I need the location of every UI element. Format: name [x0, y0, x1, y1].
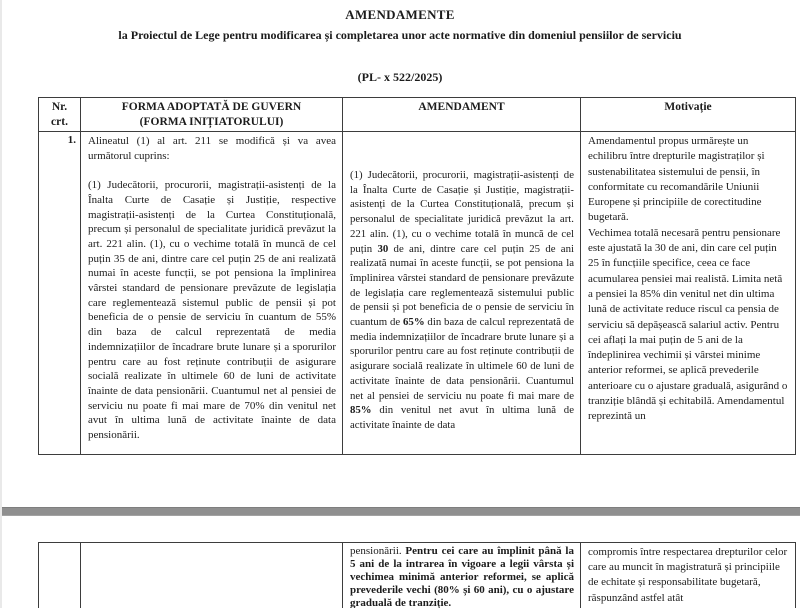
doc-reference: (PL- x 522/2025): [357, 70, 443, 84]
col-header-nr-line1: Nr.: [51, 101, 68, 113]
col-header-forma-line1: FORMA ADOPTATĂ DE GUVERN: [121, 101, 302, 113]
cell-motivatie: [581, 132, 796, 455]
cell-forma-adoptata: [81, 132, 343, 455]
motivatie-paragraph-2: Vechimea totală necesară pentru pensionare este ajustată la 30 de ani, din care cel puțin 25 în funcțiile specifice, ceea ce face acumularea pensiei mai realistă. Limita netă a pensiei la 85% din venitul net din ultima lună de activitate reduce riscul ca pensia de serviciu să depășească salariul activ. Pentru cei aflați la mai puțin de 5 ani de la îndeplinirea vechimii și vârstei minime anterior reformei, se aplică prevederile anterioare cu o ajustare graduală, asigurând o tranziție blândă și echitabilă. Amendamentul reprezintă un: [588, 226, 788, 423]
amendament-text-run-3: din baza de calcul reprezentată de media indemnizațiilor de încadrare brute lunare și a sporurilor pentru care au fost reținute contribuții de asigurare socială realizate în ultimele 60 de luni de activitate înainte de data pensionării. Cuantumul net al pensiei de serviciu nu poate fi mai mare de: [350, 316, 574, 402]
table-row: [39, 132, 796, 455]
doc-subtitle: la Proiectul de Lege pentru modificarea și completarea unor acte normative din domeniul pensiilor de serviciu: [118, 28, 682, 42]
cell-amendament-continuation: [343, 543, 581, 608]
col-header-motivatie: Motivație: [581, 98, 796, 132]
col-header-forma: [81, 98, 343, 132]
doc-title: AMENDAMENTE: [345, 7, 455, 22]
amendments-table: [38, 97, 796, 455]
amendament-bold-85: 85%: [350, 404, 372, 417]
col-header-forma-line2: (FORMA INIȚIATORULUI): [139, 115, 284, 128]
cell-row-number: 1.: [39, 132, 81, 455]
forma-body-paragraph: (1) Judecătorii, procurorii, magistrații-asistenți de la Înalta Curte de Casație și Justiție, respective magistrații-asistenți de la Curtea Constituțională, precum și personalul de specialitate juridică prevăzut la art. 221 alin. (1), cu o vechime totală în muncă de cel puțin 35 de ani, dintre care cel puțin 25 de ani realizată numai în aceste funcții, se pot pensiona la împlinirea vârstei standard de pensionare prevăzute de legislația care reglementează sistemul public de pensii și pot beneficia de o pensie de serviciu în cuantum de 55% din baza de calcul reprezentată de media indemnizațiilor de încadrare brute lunare și a sporurilor pentru care au fost reținute contribuții de asigurare socială realizate în ultimele 60 de luni de activitate înainte de data pensionării. Cuantumul net al pensiei de serviciu nu poate fi mai mare de 70% din venitul net avut în ultima lună de activitate înainte de data pensionării.: [88, 179, 336, 442]
doc-header: [0, 0, 800, 85]
amendament-top-spacer: [350, 134, 574, 168]
amendament-paragraph: [350, 168, 574, 433]
cell-forma-empty: [81, 543, 343, 608]
amendament-bold-65: 65%: [403, 316, 425, 329]
amendament-bold-30: 30: [377, 242, 389, 255]
page-separator: [0, 507, 800, 516]
cell-row-number-empty: [39, 543, 81, 608]
amendament-cont-normal-run: pensionării.: [350, 545, 406, 557]
col-header-nr: [39, 98, 81, 132]
col-header-nr-line2: crt.: [51, 115, 68, 128]
amendments-table-continuation: [38, 542, 796, 608]
page-left-edge: [0, 0, 2, 608]
cell-amendament: [343, 132, 581, 455]
amendament-text-run-2: de ani, dintre care cel puțin 25 de ani realizată numai în aceste funcții, se pot pensiona la împlinirea vârstei standard de pensionare prevăzute de legislația care reglementează sistemului public de pensii și pot beneficia de o pensie de serviciu în cuantum de: [350, 242, 574, 329]
continuation-row: [39, 543, 796, 608]
table-header-row: [39, 98, 796, 132]
amendament-text-run-1: (1) Judecătorii, procurorii, magistrații-asistenți de la Înalta Curte de Casație și Justiție, magistrații-asistenți de la Curtea Constituțională, precum și personalul de specialitate juridică prevăzut la art. 221 alin. (1), cu o vechime totală în muncă de cel puțin: [350, 169, 574, 255]
amendament-text-run-4: din venitul net avut în ultima lună de activitate înainte de data: [350, 404, 574, 431]
blank-line: [88, 163, 336, 178]
col-header-amendament: AMENDAMENT: [343, 98, 581, 132]
cell-motivatie-continuation: compromis între respectarea drepturilor celor care au muncit în magistratură și principiile de echitate și responsabilitate bugetară, răspunzând astfel atât: [581, 543, 796, 608]
amendament-cont-bold-run: Pentru cei care au împlinit până la 5 ani de la intrarea în vigoare a legii vârsta și vechimea minimă anterior reformei, se aplică prevederile vechi (80% și 60 ani), cu o ajustare graduală de tranziție.: [350, 545, 574, 608]
motivatie-paragraph-1: Amendamentul propus urmărește un echilibru între drepturile magistraților și sustenabilitatea sistemului de pensii, în conformitate cu recomandările Uniunii Europene și principiile de corectitudine bugetară.: [588, 135, 765, 224]
forma-intro-paragraph: Alineatul (1) al art. 211 se modifică și va avea următorul cuprins:: [88, 135, 336, 162]
